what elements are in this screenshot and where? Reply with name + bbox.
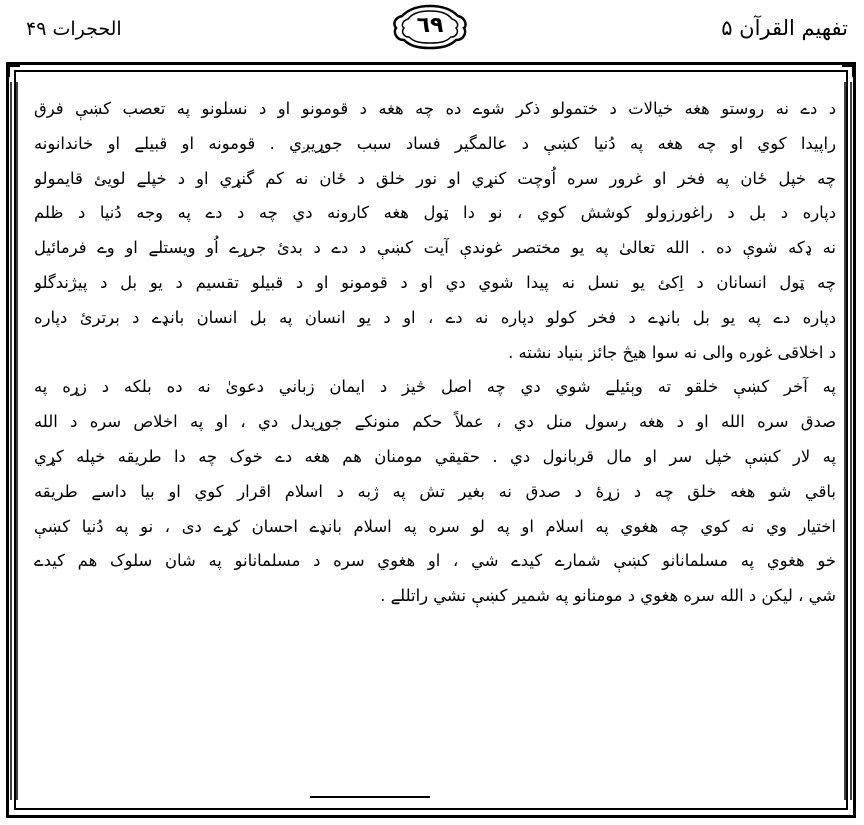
- page-header: [0, 0, 864, 58]
- text-line: په لار کښې خپل سر او مال قربانول دي . حقيقي مومنان هم هغه دے خوک چه دا طريقه خپله کړي: [34, 446, 836, 466]
- section-divider: [310, 796, 430, 798]
- corner-ornament: [842, 62, 856, 76]
- text-line: صدق سره الله او د هغه رسول منل دي ، عملاً حکم منونکے جوړيدل دي ، او په اخلاص سره د الله: [34, 412, 836, 432]
- text-line: دپاره دے په يو بل بانډے د فخر کولو دپاره نه دے ، او د يو انسان په بل انسان بانډے د برترئ دپاره: [34, 307, 836, 327]
- text-line: اختيار وي نه کوي چه هغوي په اسلام او په لو سره په اسلام بانډے احسان کړے دی ، نو په دُنيا کښې: [34, 516, 836, 536]
- text-line: شي ، ليکن د الله سره هغوي د مومنانو په شمير کښې نشي راتللے .: [380, 586, 836, 606]
- text-line: خو هغوي په مسلمانانو کښې شمارے کيدے شي ، او هغوي سره د مسلمانانو په شان سلوک هم کيدے: [34, 551, 836, 571]
- left-border-ornament: [9, 82, 19, 800]
- text-line: چه خپل ځان په فخر او غرور سره اُوچت کنړي او نور خلق د ځان نه کم گنړي او د خپلے لويئ قايمولو: [34, 168, 836, 188]
- page-number-badge: [392, 4, 468, 50]
- page-number: ٦٩: [416, 13, 444, 38]
- text-line: باقي شو هغه خلق چه د زړهٔ د صدق نه بغير تش په ژبه د اسلام اقرار کوي او بيا داسے طريقه: [34, 481, 836, 501]
- right-border-ornament: [843, 82, 853, 800]
- body-text: [34, 92, 836, 792]
- text-line: راپيدا کوي او چه هغه په دُنيا کښې د عالمگير فساد سبب جوړيږي . قومونه او قبيلے او خاندانونه: [34, 133, 836, 153]
- text-line: چه ټول انسانان د اِکئ يو نسل نه پيدا شوي دي او د قومونو او د قبيلو تقسيم د يو بل د پيژندگلو: [34, 272, 836, 292]
- corner-ornament: [6, 62, 20, 76]
- book-title: تفهيم القرآن ۵: [721, 16, 848, 40]
- chapter-title: الحجرات ۴۹: [26, 18, 122, 40]
- text-line: نه ډکه شوې ده . الله تعالیٰ په يو مختصر غوندې آيت کښې د دے د بدئ جرړے اُو ويستلے او وے فرمائيل: [34, 238, 836, 258]
- text-line: په آخر کښې خلقو ته وېئيلے شوي دي چه اصل څيز د ايمان زباني دعوىٰ نه ده بلکه د زړه په: [34, 377, 836, 397]
- text-line: دپاره د بل د راغورزولو کوشش کوي ، نو دا ټول هغه کارونه دي چه د دے په وجه دُنيا د ظلم: [34, 203, 836, 223]
- text-line: د اخلاقی غوره والی نه سوا هيڅ جائز بنياد نشته .: [508, 342, 836, 362]
- text-line: د دے نه روستو هغه خيالات د ختمولو ذکر شوے ده چه هغه د قومونو او د نسلونو په تعصب کښې فرق: [34, 99, 836, 118]
